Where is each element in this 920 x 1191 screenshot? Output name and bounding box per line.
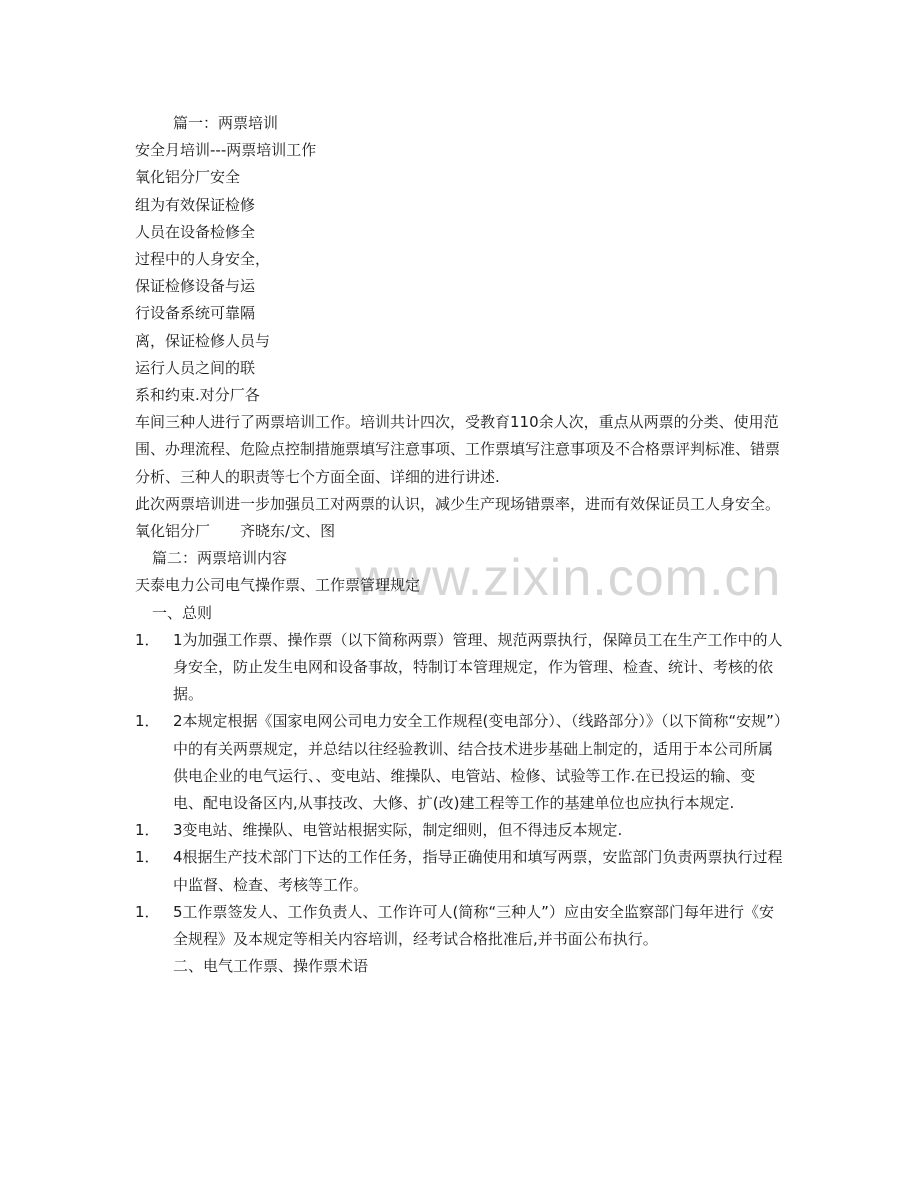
list-item: [135, 817, 785, 844]
document-body: [135, 110, 785, 981]
text-line: 氧化铝分厂安全: [135, 168, 241, 187]
list-item: [135, 844, 785, 898]
document-title: 天泰电力公司电气操作票、工作票管理规定: [135, 576, 421, 595]
list-item-text: 2本规定根据《国家电网公司电力安全工作规程(变电部分）、（线路部分）》（以下简称“安规”）中的有关两票规定，并总结以往经验教训、结合技术进步基础上制定的，适用于本公司所属供电企业的电气运行、、变电站、维操队、电管站、检修、试验等工作.在已投运的输、变电、配电设备区内,从事技改、大修、扩(改)建工程等工作的基建单位也应执行本规定.: [173, 712, 782, 813]
list-item: [135, 627, 785, 709]
part1-title: 篇一：两票培训: [173, 114, 279, 132]
list-item-text: 1为加强工作票、操作票（以下简称两票）管理、规范两票执行，保障员工在生产工作中的人身安全，防止发生电网和设备事故，特制订本管理规定，作为管理、检查、统计、考核的依据。: [173, 630, 783, 704]
byline-org: 氧化铝分厂: [135, 522, 211, 541]
paragraph: 此次两票培训进一步加强员工对两票的认识，减少生产现场错票率，进而有效保证员工人身安全。: [135, 494, 781, 513]
section-heading: 二、电气工作票、操作票术语: [173, 957, 369, 976]
list-item-number: 1．: [135, 821, 160, 840]
list-item-text: 4根据生产技术部门下达的工作任务，指导正确使用和填写两票，安监部门负责两票执行过程中监督、检查、考核等工作。: [173, 848, 783, 894]
watermark: www.zixin.com.cn: [355, 549, 782, 607]
byline: [135, 518, 785, 545]
text-line: 过程中的人身安全，: [135, 250, 271, 269]
list-item-text: 3变电站、维操队、电管站根据实际，制定细则，但不得违反本规定.: [173, 821, 623, 840]
text-line: 离，保证检修人员与: [135, 331, 271, 350]
section-heading: 一、总则: [152, 603, 213, 622]
list-item-text: 5工作票签发人、工作负责人、工作许可人(简称“三种人”）应由安全监察部门每年进行《安全规程》及本规定等相关内容培训，经考试合格批准后,并书面公布执行。: [173, 902, 774, 949]
part2-title: 篇二：两票培训内容: [152, 549, 288, 568]
text-line: 运行人员之间的联: [135, 358, 256, 377]
list-item-number: 1．: [135, 902, 160, 921]
text-line: 组为有效保证检修: [135, 195, 256, 214]
list-item: [135, 899, 785, 953]
list-item: [135, 708, 785, 817]
paragraph: 车间三种人进行了两票培训工作。培训共计四次，受教育110余人次，重点从两票的分类、使用范围、办理流程、危险点控制措施票填写注意事项、工作票填写注意事项及不合格票评判标准、错票分析、三种人的职责等七个方面全面、详细的进行讲述.: [135, 413, 781, 486]
list-item-number: 1．: [135, 630, 160, 649]
list-item-number: 1．: [135, 712, 160, 731]
list-item-number: 1．: [135, 848, 160, 867]
text-line: 保证检修设备与运: [135, 277, 256, 296]
byline-author: 齐晓东/文、图: [240, 522, 336, 541]
text-line: 行设备系统可靠隔: [135, 304, 256, 323]
text-line: 系和约束.对分厂各: [135, 386, 260, 405]
text-line: 人员在设备检修全: [135, 222, 256, 241]
text-line: 安全月培训---两票培训工作: [135, 141, 317, 160]
